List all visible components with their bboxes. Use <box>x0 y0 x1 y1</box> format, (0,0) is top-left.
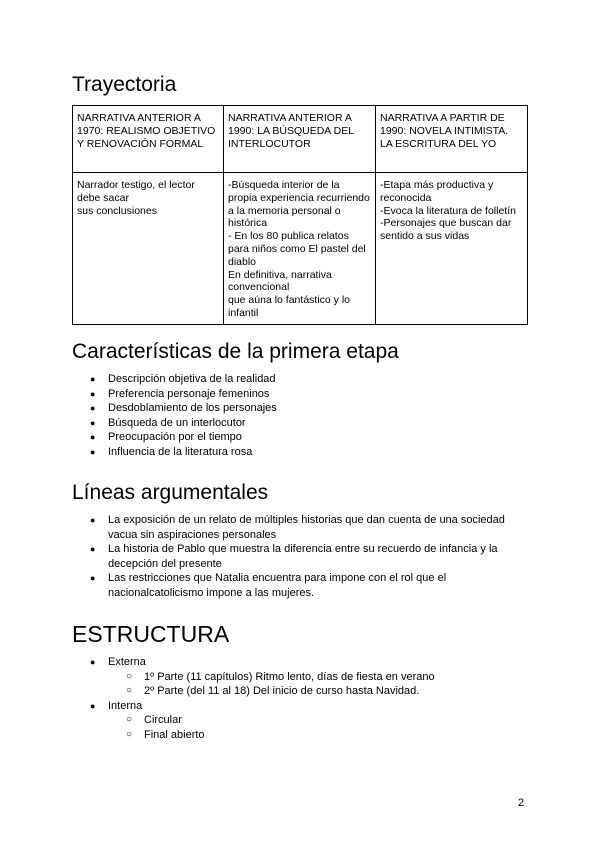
circle-bullet-icon: ○ <box>126 714 133 726</box>
bullet-icon: ● <box>90 657 96 667</box>
trayectoria-heading: Trayectoria <box>72 73 177 96</box>
table-cell: -Búsqueda interior de la propia experiencia recurriendo a la memoria personal o histórica - En los 80 publica relatos para niños como El pastel del diablo En definitiva, narrativa convencional que aúna lo fantástico y lo infantil <box>224 173 376 325</box>
caracteristicas-list <box>90 372 277 460</box>
list-item: ● Externa ○ 1º Parte (11 capítulos) Ritmo lento, días de fiesta en verano ○ 2º Parte (del 11 al 18) Del inicio de curso hasta Navidad. <box>90 656 435 698</box>
list-item: ○ Final abierto <box>126 728 205 741</box>
externa-sublist <box>126 670 435 699</box>
caracteristicas-heading: Características de la primera etapa <box>72 340 399 363</box>
table-header-cell: NARRATIVA ANTERIOR A 1990: LA BÚSQUEDA DEL INTERLOCUTOR <box>224 106 376 173</box>
lineas-heading: Líneas argumentales <box>72 481 269 504</box>
bullet-icon: ● <box>90 403 96 414</box>
list-item: ● Influencia de la literatura rosa <box>90 445 253 458</box>
list-item: ● Interna ○ Circular ○ Final abierto <box>90 699 435 743</box>
table-header-cell: NARRATIVA ANTERIOR A 1970: REALISMO OBJETIVO Y RENOVACIÓN FORMAL <box>73 106 224 173</box>
estructura-list <box>90 655 435 743</box>
bullet-icon: ● <box>90 417 96 428</box>
lineas-list <box>90 513 520 601</box>
page-number: 2 <box>518 797 525 809</box>
list-item: ● La historia de Pablo que muestra la diferencia entre su recuerdo de infancia y la decepción del presente <box>90 543 498 570</box>
bullet-icon: ● <box>90 515 96 525</box>
table-row <box>73 173 528 325</box>
interna-sublist <box>126 713 435 742</box>
circle-bullet-icon: ○ <box>126 685 133 697</box>
bullet-icon: ● <box>90 573 96 584</box>
list-item: ● Preferencia personaje femeninos <box>90 387 270 400</box>
circle-bullet-icon: ○ <box>126 728 133 740</box>
bullet-icon: ● <box>90 388 96 399</box>
list-item: ● Descripción objetiva de la realidad <box>90 373 276 385</box>
table-header-row <box>73 106 528 173</box>
list-item: ○ Circular <box>126 714 182 727</box>
table-cell: Narrador testigo, el lector debe sacar sus conclusiones <box>73 173 224 325</box>
list-item: ● La exposición de un relato de múltiples historias que dan cuenta de una sociedad vacua sin aspiraciones personales <box>90 514 505 541</box>
list-item: ○ 2º Parte (del 11 al 18) Del inicio de curso hasta Navidad. <box>126 685 420 698</box>
circle-bullet-icon: ○ <box>126 670 133 682</box>
list-item: ● Búsqueda de un interlocutor <box>90 416 246 429</box>
estructura-heading: ESTRUCTURA <box>72 621 230 647</box>
bullet-icon: ● <box>90 544 96 555</box>
bullet-icon: ● <box>90 432 96 443</box>
table-cell: -Etapa más productiva y reconocida -Evoca la literatura de folletín -Personajes que buscan dar sentido a sus vidas <box>376 173 528 325</box>
bullet-icon: ● <box>90 446 96 457</box>
bullet-icon: ● <box>90 374 96 384</box>
list-item: ○ 1º Parte (11 capítulos) Ritmo lento, días de fiesta en verano <box>126 670 435 683</box>
table-header-cell: NARRATIVA A PARTIR DE 1990: NOVELA INTIMISTA. LA ESCRITURA DEL YO <box>376 106 528 173</box>
list-item: ● Desdoblamiento de los personajes <box>90 402 277 415</box>
list-item: ● Las restricciones que Natalia encuentra para impone con el rol que el nacionalcatolicismo impone a las mujeres. <box>90 572 447 599</box>
trayectoria-table <box>72 105 528 325</box>
bullet-icon: ● <box>90 700 96 711</box>
list-item: ● Preocupación por el tiempo <box>90 431 242 444</box>
